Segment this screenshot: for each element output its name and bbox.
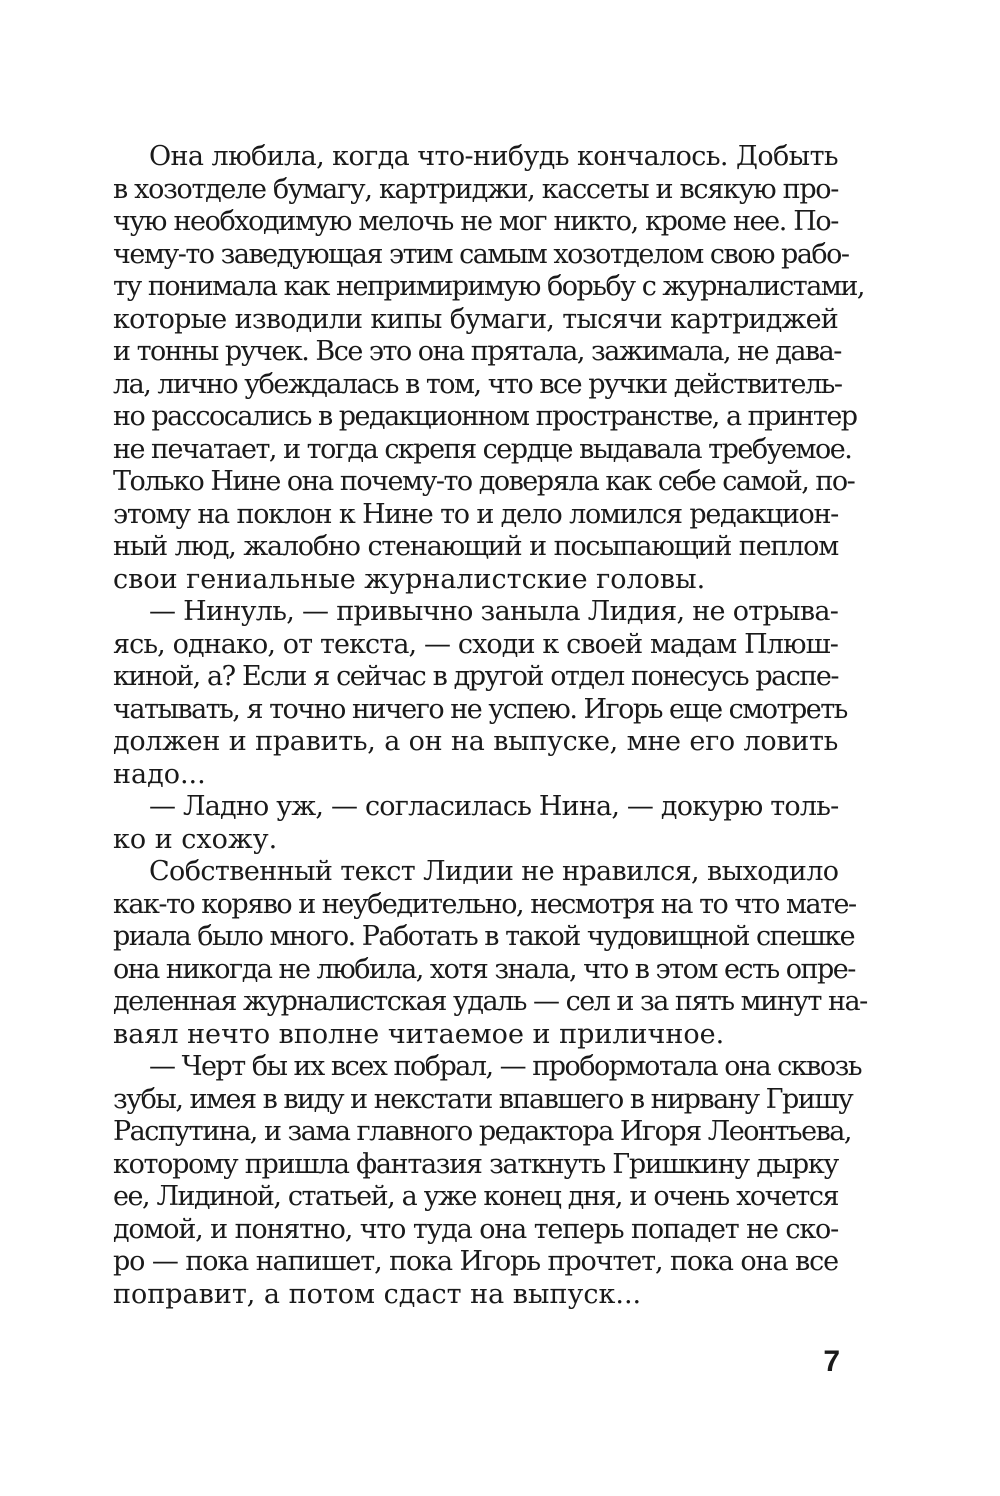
text-line: ваял нечто вполне читаемое и приличное. [113, 1018, 725, 1050]
text-line: ясь, однако, от текста, — сходи к своей мадам Плюш- [113, 628, 838, 660]
text-line: риала было много. Работать в такой чудовищной спешке [113, 921, 855, 952]
text-line: Распутина, и зама главного редактора Игоря Леонтьева, [113, 1116, 851, 1147]
text-line: ее, Лидиной, статьей, а уже конец дня, и очень хочется [113, 1181, 838, 1212]
text-line: не печатает, и тогда скрепя сердце выдавала требуемое. [113, 433, 852, 465]
text-line: она никогда не любила, хотя знала, что в этом есть опре- [113, 953, 855, 985]
text-line: которому пришла фантазия заткнуть Гришкину дырку [113, 1148, 838, 1180]
text-line: поправит, а потом сдаст на выпуск... [113, 1278, 642, 1310]
page-number: 7 [823, 1345, 840, 1378]
text-line: домой, и понятно, что туда она теперь попадет не ско- [113, 1213, 838, 1245]
text-line: ла, лично убеждалась в том, что все ручки действитель- [113, 368, 842, 400]
text-line: Собственный текст Лидии не нравился, выходило [149, 856, 839, 887]
text-line: деленная журналистская удаль — сел и за пять минут на- [113, 986, 867, 1017]
text-line: как-то коряво и неубедительно, несмотря на то что мате- [113, 888, 856, 920]
text-line: чатывать, я точно ничего не успею. Игорь еще смотреть [113, 693, 847, 725]
text-line: и тонны ручек. Все это она прятала, зажимала, не дава- [113, 336, 841, 367]
text-line: в хозотделе бумагу, картриджи, кассеты и всякую про- [113, 173, 839, 205]
text-line: — Нинуль, — привычно заныла Лидия, не отрыва- [149, 596, 839, 627]
text-line: Только Нине она почему-то доверяла как себе самой, по- [113, 466, 855, 497]
text-line: зубы, имея в виду и некстати впавшего в нирвану Гришу [113, 1083, 853, 1115]
text-line: чую необходимую мелочь не мог никто, кроме нее. По- [113, 206, 838, 237]
text-line: этому на поклон к Нине то и дело ломился редакцион- [113, 498, 838, 530]
text-line: ро — пока напишет, пока Игорь прочтет, пока она все [113, 1246, 838, 1277]
body-text [113, 141, 867, 1311]
text-line: — Ладно уж, — согласилась Нина, — докурю толь- [149, 791, 839, 822]
text-line: ту понимала как непримиримую борьбу с журналистами, [113, 271, 864, 302]
text-line: надо... [113, 758, 206, 790]
text-line: Она любила, когда что-нибудь кончалось. Добыть [149, 141, 838, 172]
text-line: киной, а? Если я сейчас в другой отдел понесусь распе- [113, 661, 838, 692]
text-line: ный люд, жалобно стенающий и посыпающий пеплом [113, 531, 838, 562]
text-line: — Черт бы их всех побрал, — пробормотала она сквозь [149, 1051, 862, 1082]
text-line: должен и править, а он на выпуске, мне его ловить [113, 726, 838, 757]
text-line: ко и схожу. [113, 823, 278, 855]
text-line: свои гениальные журналистские головы. [113, 563, 706, 595]
text-line: чему-то заведующая этим самым хозотделом свою рабо- [113, 238, 849, 270]
text-line: которые изводили кипы бумаги, тысячи картриджей [113, 303, 838, 335]
text-line: но рассосались в редакционном пространстве, а принтер [113, 401, 857, 432]
